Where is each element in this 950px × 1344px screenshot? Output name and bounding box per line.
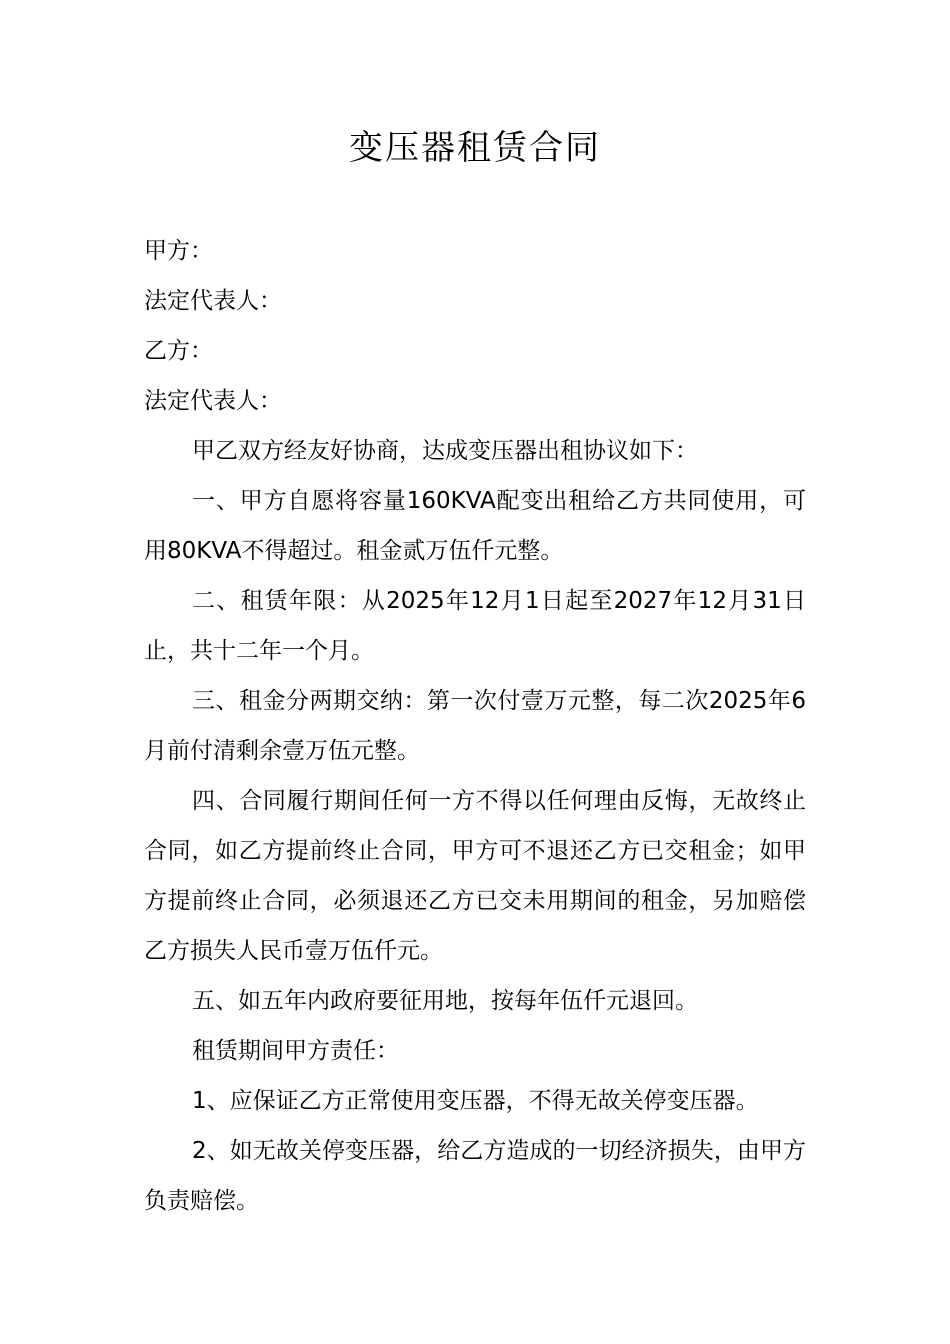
clause-5: 五、如五年内政府要征用地，按每年伍仟元退回。 [192,988,698,1014]
party-b-label: 乙方： [144,338,213,364]
responsibility-heading: 租赁期间甲方责任： [192,1038,399,1064]
clause-4: 四、合同履行期间任何一方不得以任何理由反悔，无故终止合同，如乙方提前终止合同，甲方可不退还乙方已交租金；如甲方提前终止合同，必须退还乙方已交未用期间的租金，另加赔偿乙方损失人民币壹万伍仟元。 [144,788,806,964]
party-a-label: 甲方： [144,238,213,264]
document-body [144,226,806,1226]
responsibility-2: 2、如无故关停变压器，给乙方造成的一切经济损失，由甲方负责赔偿。 [144,1138,806,1214]
clause-2: 二、租赁年限：从2025年12月1日起至2027年12月31日止，共十二年一个月。 [144,588,806,664]
party-a-representative-label: 法定代表人： [144,288,282,314]
document-title: 变压器租赁合同 [349,128,601,168]
clause-3: 三、租金分两期交纳：第一次付壹万元整，每二次2025年6月前付清剩余壹万伍元整。 [144,688,806,764]
party-b-representative-label: 法定代表人： [144,388,282,414]
clause-1: 一、甲方自愿将容量160KVA配变出租给乙方共同使用，可用80KVA不得超过。租金贰万伍仟元整。 [144,488,806,564]
responsibility-1: 1、应保证乙方正常使用变压器，不得无故关停变压器。 [192,1088,759,1114]
intro-paragraph: 甲乙双方经友好协商，达成变压器出租协议如下： [192,438,698,464]
